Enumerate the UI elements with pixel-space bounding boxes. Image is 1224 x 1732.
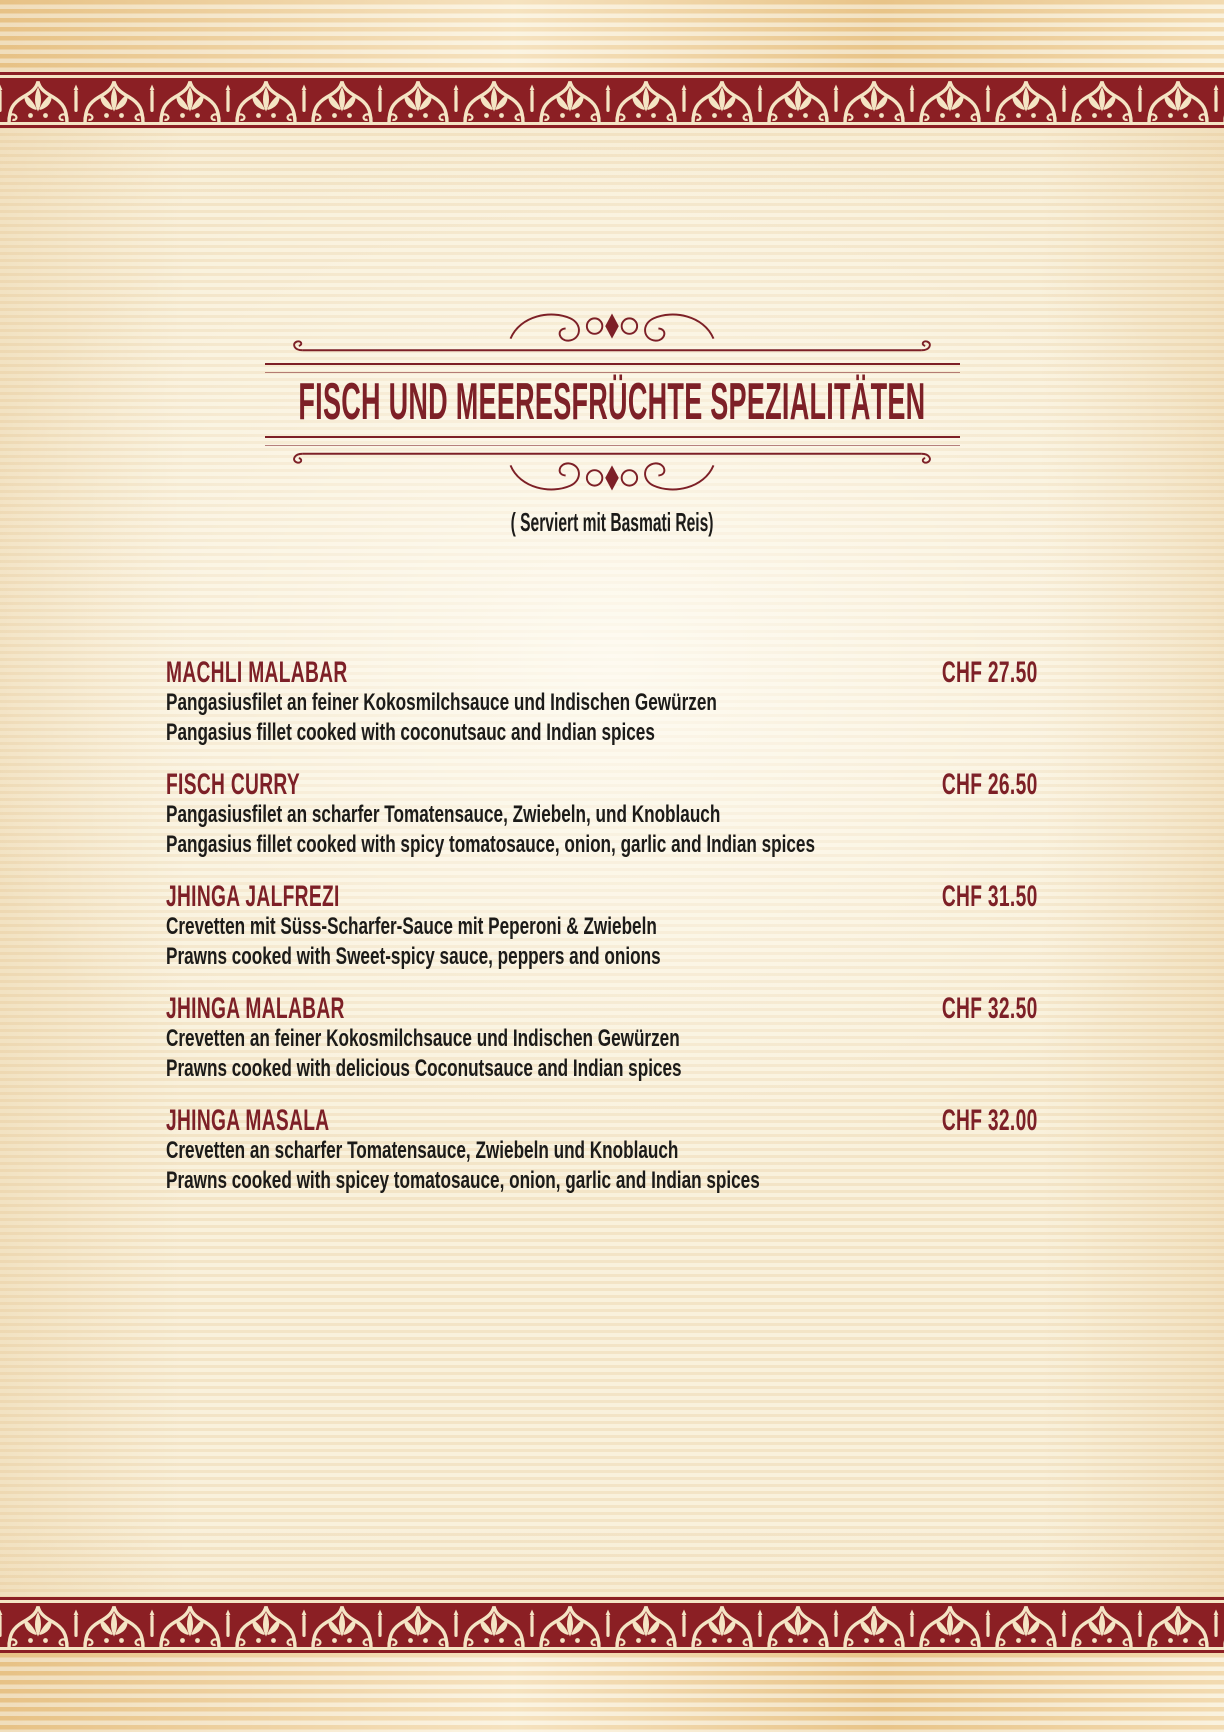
menu-item-description-de: Pangasiusfilet an scharfer Tomatensauce, Zwiebeln, und Knoblauch xyxy=(166,801,721,828)
title-rule-top xyxy=(265,363,960,373)
menu-item xyxy=(166,770,1038,860)
top-ornament-border xyxy=(0,72,1224,128)
menu-list xyxy=(166,658,1038,1218)
menu-item-description-en: Prawns cooked with spicey tomatosauce, onion, garlic and Indian spices xyxy=(166,1167,760,1194)
menu-item-description-en: Pangasius fillet cooked with coconutsauc and Indian spices xyxy=(166,719,655,746)
menu-item-description-de: Crevetten mit Süss-Scharfer-Sauce mit Peperoni & Zwiebeln xyxy=(166,913,657,940)
border-edge-line xyxy=(0,1650,1224,1653)
menu-item xyxy=(166,1106,1038,1196)
menu-item-price: CHF 32.50 xyxy=(942,992,1038,1025)
menu-item-price: CHF 31.50 xyxy=(942,880,1038,913)
menu-item-head xyxy=(166,994,1038,1024)
menu-item-price: CHF 27.50 xyxy=(942,656,1038,689)
scroll-flourish-bottom-icon xyxy=(262,446,962,504)
menu-item-description-de: Crevetten an feiner Kokosmilchsauce und Indischen Gewürzen xyxy=(166,1025,680,1052)
menu-item-head xyxy=(166,1106,1038,1136)
menu-item-name: JHINGA MALABAR xyxy=(166,992,345,1025)
border-edge-line xyxy=(0,125,1224,128)
menu-item xyxy=(166,882,1038,972)
page-subtitle: ( Serviert mit Basmati Reis) xyxy=(510,507,714,537)
menu-item-description-en: Prawns cooked with Sweet-spicy sauce, peppers and onions xyxy=(166,943,661,970)
menu-item-head xyxy=(166,658,1038,688)
menu-item-name: JHINGA MASALA xyxy=(166,1104,330,1137)
page-title: FISCH UND MEERESFRÜCHTE SPEZIALITÄTEN xyxy=(298,373,926,431)
menu-item-price: CHF 26.50 xyxy=(942,768,1038,801)
top-stripes-texture xyxy=(0,0,1224,72)
menu-item xyxy=(166,994,1038,1084)
menu-item-description-en: Prawns cooked with delicious Coconutsauce and Indian spices xyxy=(166,1055,682,1082)
palmette-arch-band-icon xyxy=(0,78,1224,122)
menu-item-name: FISCH CURRY xyxy=(166,768,301,801)
menu-item-description-en: Pangasius fillet cooked with spicy tomatosauce, onion, garlic and Indian spices xyxy=(166,831,815,858)
menu-item xyxy=(166,658,1038,748)
menu-item-name: JHINGA JALFREZI xyxy=(166,880,340,913)
menu-item-price: CHF 32.00 xyxy=(942,1104,1038,1137)
menu-item-head xyxy=(166,882,1038,912)
palmette-arch-band-icon xyxy=(0,1603,1224,1647)
bottom-ornament-border xyxy=(0,1597,1224,1653)
title-block xyxy=(0,300,1224,536)
scroll-flourish-top-icon xyxy=(262,300,962,358)
menu-item-name: MACHLI MALABAR xyxy=(166,656,348,689)
menu-item-description-de: Crevetten an scharfer Tomatensauce, Zwiebeln und Knoblauch xyxy=(166,1137,679,1164)
bottom-stripes-texture xyxy=(0,1653,1224,1732)
menu-item-description-de: Pangasiusfilet an feiner Kokosmilchsauce und Indischen Gewürzen xyxy=(166,689,717,716)
menu-item-head xyxy=(166,770,1038,800)
title-rule-bottom xyxy=(265,436,960,446)
